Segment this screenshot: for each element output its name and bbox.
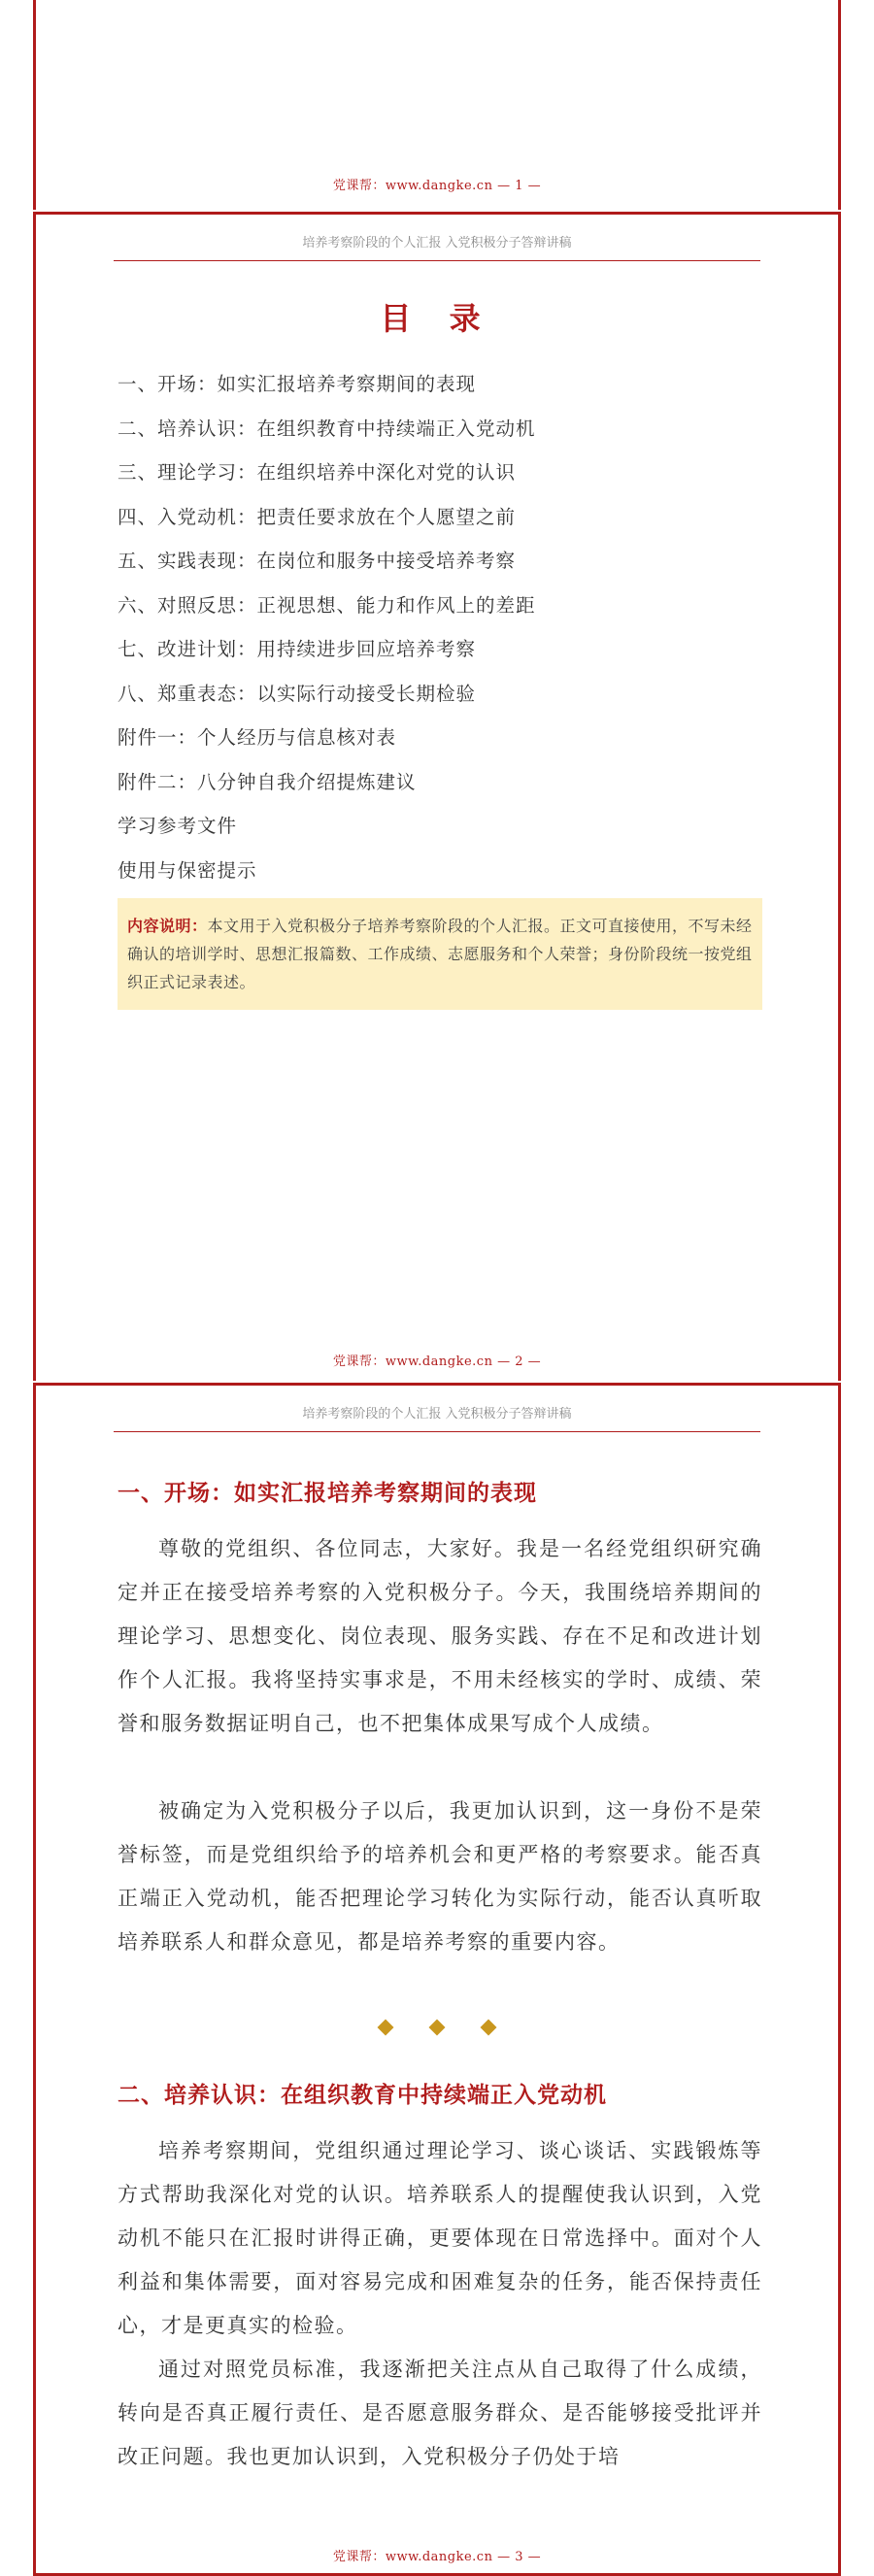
toc-item[interactable]: 五、实践表现：在岗位和服务中接受培养考察: [118, 550, 517, 572]
diamond-ornament: [377, 2020, 393, 2036]
page-footer: 党课帮：www.dangke.cn — 1 —: [332, 179, 542, 193]
page-footer: 党课帮：www.dangke.cn — 2 —: [332, 1355, 542, 1369]
toc-title: 目 录: [380, 300, 494, 337]
body-paragraph: 通过对照党员标准，我逐渐把关注点从自己取得了什么成绩，转向是否真正履行责任、是否愿意服务群众、是否能够接受批评并改正问题。我也更加认识到，入党积极分子仍处于培: [118, 2358, 762, 2468]
diamond-ornament: [429, 2020, 446, 2036]
toc-item[interactable]: 使用与保密提示: [118, 858, 257, 882]
toc-item[interactable]: 六、对照反思：正视思想、能力和作风上的差距: [118, 593, 536, 617]
page-2: [33, 212, 841, 1381]
toc-item[interactable]: 三、理论学习：在组织培养中深化对党的认识: [118, 461, 517, 484]
note-label: 内容说明：: [127, 917, 208, 935]
toc-item[interactable]: 八、郑重表态：以实际行动接受长期检验: [118, 682, 477, 705]
page-1: [33, 0, 841, 210]
toc-item[interactable]: 二、培养认识：在组织教育中持续端正入党动机: [118, 417, 536, 440]
running-head: 培养考察阶段的个人汇报 入党积极分子答辩讲稿: [114, 232, 760, 261]
toc-list: [118, 362, 536, 892]
page-3: [33, 1383, 841, 2576]
section-title: 二、培养认识：在组织教育中持续端正入党动机: [118, 2082, 607, 2108]
body-paragraph: 被确定为入党积极分子以后，我更加认识到，这一身份不是荣誉标签，而是党组织给予的培养机会和更严格的考察要求。能否真正端正入党动机，能否把理论学习转化为实际行动，能否认真听取培养联系人和群众意见，都是培养考察的重要内容。: [118, 1799, 762, 1954]
section-title: 一、开场：如实汇报培养考察期间的表现: [118, 1480, 537, 1506]
section-separator: [36, 2019, 838, 2037]
content-note: [118, 898, 762, 1010]
toc-item[interactable]: 四、入党动机：把责任要求放在个人愿望之前: [118, 505, 517, 528]
diamond-ornament: [481, 2020, 497, 2036]
body-paragraph: 培养考察期间，党组织通过理论学习、谈心谈话、实践锻炼等方式帮助我深化对党的认识。培养联系人的提醒使我认识到，入党动机不能只在汇报时讲得正确，更要体现在日常选择中。面对个人利益和集体需要，面对容易完成和困难复杂的任务，能否保持责任心，才是更真实的检验。: [118, 2139, 762, 2337]
toc-item[interactable]: 七、改进计划：用持续进步回应培养考察: [118, 638, 477, 660]
toc-item[interactable]: 附件二：八分钟自我介绍提炼建议: [118, 770, 417, 793]
toc-item[interactable]: 附件一：个人经历与信息核对表: [118, 726, 397, 749]
body-paragraph: 尊敬的党组织、各位同志，大家好。我是一名经党组织研究确定并正在接受培养考察的入党积极分子。今天，我围绕培养期间的理论学习、思想变化、岗位表现、服务实践、存在不足和改进计划作个人汇报。我将坚持实事求是，不用未经核实的学时、成绩、荣誉和服务数据证明自己，也不把集体成果写成个人成绩。: [118, 1537, 762, 1735]
note-text: 本文用于入党积极分子培养考察阶段的个人汇报。正文可直接使用，不写未经确认的培训学时、思想汇报篇数、工作成绩、志愿服务和个人荣誉；身份阶段统一按党组织正式记录表述。: [127, 917, 753, 991]
toc-item[interactable]: 学习参考文件: [118, 815, 238, 837]
running-head: 培养考察阶段的个人汇报 入党积极分子答辩讲稿: [114, 1403, 760, 1432]
page-footer: 党课帮：www.dangke.cn — 3 —: [332, 2550, 542, 2564]
toc-item[interactable]: 一、开场：如实汇报培养考察期间的表现: [118, 373, 477, 395]
